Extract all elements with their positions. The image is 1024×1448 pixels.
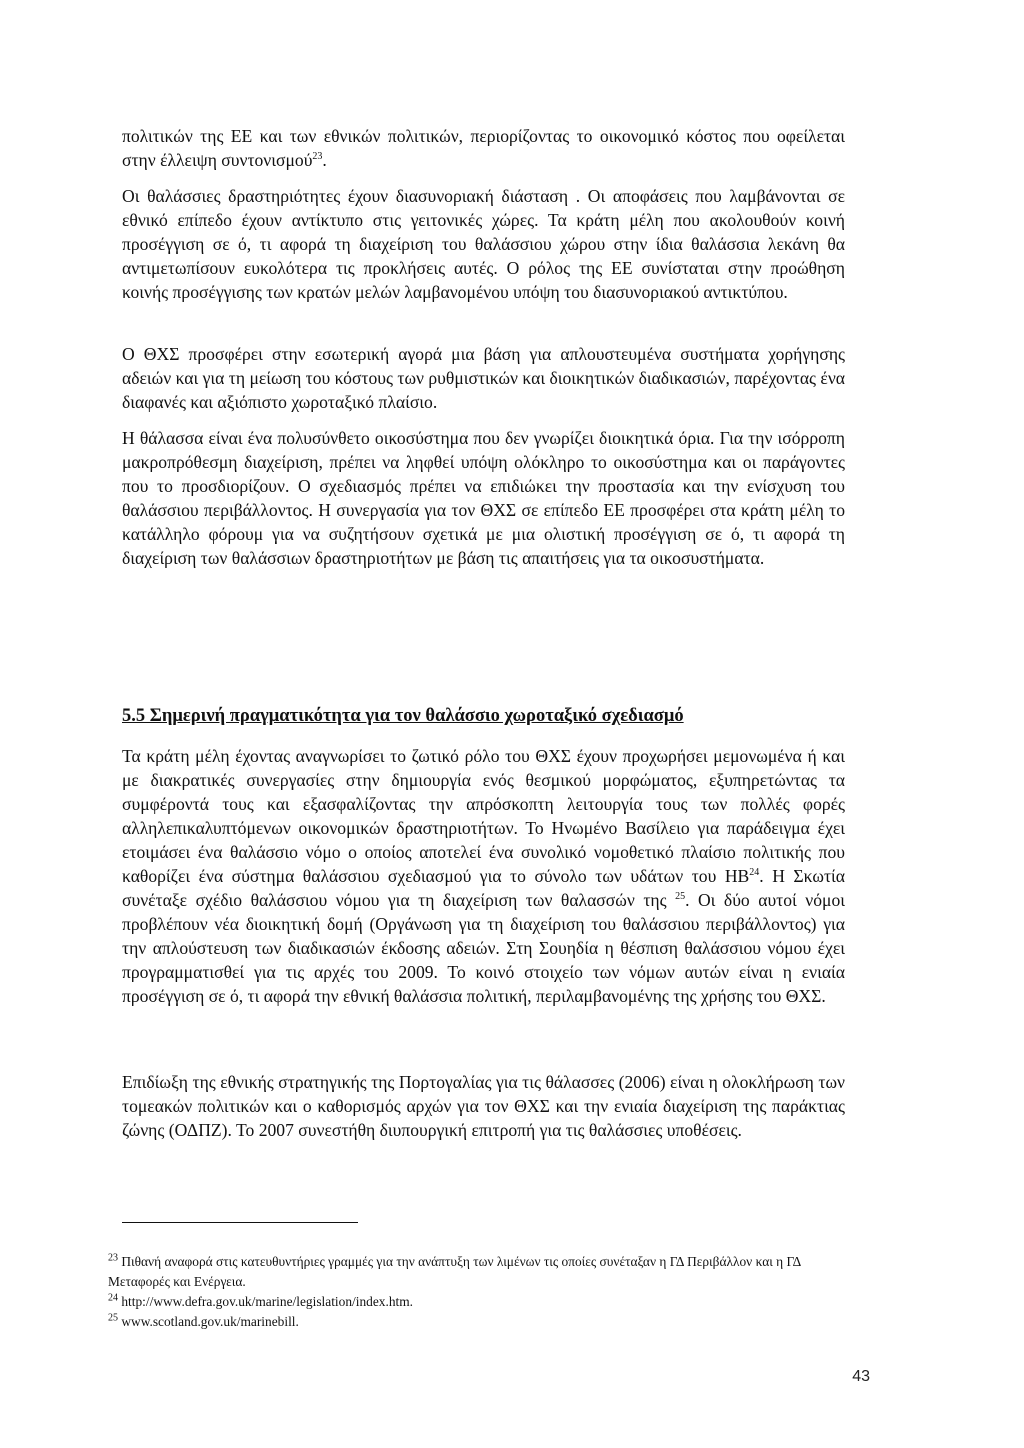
paragraph-member-states xyxy=(122,744,845,1008)
paragraph-text: Τα κράτη μέλη έχοντας αναγνωρίσει το ζωτικό ρόλο του ΘΧΣ έχουν προχωρήσει μεμονωμένα ή και με διακρατικές συνεργασίες στην δημιουργία ενός θεσμικού μορφώματος, εξυπηρετώντας τα συμφέροντά τους και εξασφαλίζοντας την απρόσκοπτη λειτουργία τους των πολλές φορές αλληλεπικαλυπτόμενων οικονομικών δραστηριοτήτων. Το Ηνωμένο Βασίλειο για παράδειγμα έχει ετοιμάσει ένα θαλάσσιο νόμο ο οποίος αποτελεί ένα συνολικό νομοθετικό πλαίσιο πολιτικής που καθορίζει ένα σύστημα θαλάσσιου σχεδιασμού για το σύνολο των υδάτων του ΗΒ xyxy=(122,746,845,886)
footnote-ref-23[interactable]: 23 xyxy=(312,151,323,163)
footnote-text: Πιθανή αναφορά στις κατευθυντήριες γραμμές για την ανάπτυξη των λιμένων τις οποίες συνέταξαν η ΓΔ Περιβάλλον και η ΓΔ Μεταφορές και Ενέργεια. xyxy=(108,1254,801,1289)
footnote-24 xyxy=(108,1292,848,1312)
paragraph-portugal xyxy=(122,1070,845,1142)
paragraph-continuation xyxy=(122,124,845,172)
footnote-ref-24[interactable]: 24 xyxy=(749,867,760,879)
footnote-number: 24 xyxy=(108,1292,118,1304)
paragraph-text: . Η Σκωτία συνέταξε σχέδιο θαλάσσιου νόμου για τη διαχείριση των θαλασσών της xyxy=(122,866,845,910)
footnote-separator xyxy=(122,1222,358,1223)
paragraph-text: Η θάλασσα είναι ένα πολυσύνθετο οικοσύστημα που δεν γνωρίζει διοικητικά όρια. Για την ισόρροπη μακροπρόθεσμη διαχείριση, πρέπει να ληφθεί υπόψη ολόκληρο το οικοσύστημα και οι παράγοντες που το προσδιορίζουν. Ο σχεδιασμός πρέπει να επιδιώκει την προστασία και την ενίσχυση του θαλάσσιου περιβάλλοντος. Η συνεργασία για τον ΘΧΣ σε επίπεδο ΕΕ προσφέρει στα κράτη μέλη το κατάλληλο φόρουμ για να συζητήσουν σχετικά με μια ολιστική προσέγγιση σε ό, τι αφορά τη διαχείριση των θαλάσσιων δραστηριοτήτων με βάση τις απαιτήσεις για τα οικοσυστήματα. xyxy=(122,428,845,568)
footnote-link[interactable]: www.scotland.gov.uk/marinebill. xyxy=(118,1314,299,1329)
footnote-25 xyxy=(108,1312,848,1332)
paragraph-tail: . xyxy=(322,150,327,170)
section-heading: 5.5 Σημερινή πραγματικότητα για τον θαλάσσιο χωροταξικό σχεδιασμό xyxy=(122,706,684,726)
footnote-23 xyxy=(108,1252,848,1292)
paragraph-text: πολιτικών της ΕΕ και των εθνικών πολιτικών, περιορίζοντας το οικονομικό κόστος που οφείλεται στην έλλειψη συντονισμού xyxy=(122,126,845,170)
footnote-number: 25 xyxy=(108,1312,118,1324)
paragraph-text: Ο ΘΧΣ προσφέρει στην εσωτερική αγορά μια βάση για απλουστευμένα συστήματα χορήγησης αδειών και για τη μείωση του κόστους των ρυθμιστικών και διοικητικών διαδικασιών, παρέχοντας ένα διαφανές και αξιόπιστο χωροταξικό πλαίσιο. xyxy=(122,344,845,412)
paragraph-cross-border xyxy=(122,184,845,304)
footnote-ref-25[interactable]: 25 xyxy=(675,891,686,903)
paragraph-text: Επιδίωξη της εθνικής στρατηγικής της Πορτογαλίας για τις θάλασσες (2006) είναι η ολοκλήρωση των τομεακών πολιτικών και ο καθορισμός αρχών για τον ΘΧΣ και την ενιαία διαχείριση της παράκτιας ζώνης (ΟΔΠΖ). Το 2007 συνεστήθη διυπουργική επιτροπή για τις θαλάσσιες υποθέσεις. xyxy=(122,1072,845,1140)
footnote-number: 23 xyxy=(108,1252,118,1264)
paragraph-text: Οι θαλάσσιες δραστηριότητες έχουν διασυνοριακή διάσταση . Οι αποφάσεις που λαμβάνονται σε εθνικό επίπεδο έχουν αντίκτυπο στις γειτονικές χώρες. Τα κράτη μέλη που ακολουθούν κοινή προσέγγιση σε ό, τι αφορά τη διαχείριση του θαλάσσιου χώρου στην ίδια θαλάσσια λεκάνη θα αντιμετωπίσουν ευκολότερα τις προκλήσεις αυτές. Ο ρόλος της ΕΕ συνίσταται στην προώθηση κοινής προσέγγισης των κρατών μελών λαμβανομένου υπόψη του διασυνοριακού αντικτύπου. xyxy=(122,186,845,302)
footnote-link[interactable]: http://www.defra.gov.uk/marine/legislation/index.htm. xyxy=(118,1294,414,1309)
page-number: 43 xyxy=(852,1368,870,1385)
footnotes xyxy=(108,1252,848,1332)
paragraph-ecosystem xyxy=(122,426,845,570)
paragraph-text: . Οι δύο αυτοί νόμοι προβλέπουν νέα διοικητική δομή (Οργάνωση για τη διαχείριση του θαλάσσιου περιβάλλοντος) για την απλούστευση των διαδικασιών έκδοσης αδειών. Στη Σουηδία η θέσπιση θαλάσσιου νόμου έχει προγραμματισθεί για τις αρχές του 2009. Το κοινό στοιχείο των νόμων αυτών είναι η ενιαία προσέγγιση σε ό, τι αφορά την εθνική θαλάσσια πολιτική, περιλαμβανομένης της χρήσης του ΘΧΣ. xyxy=(122,890,845,1006)
paragraph-internal-market xyxy=(122,342,845,414)
